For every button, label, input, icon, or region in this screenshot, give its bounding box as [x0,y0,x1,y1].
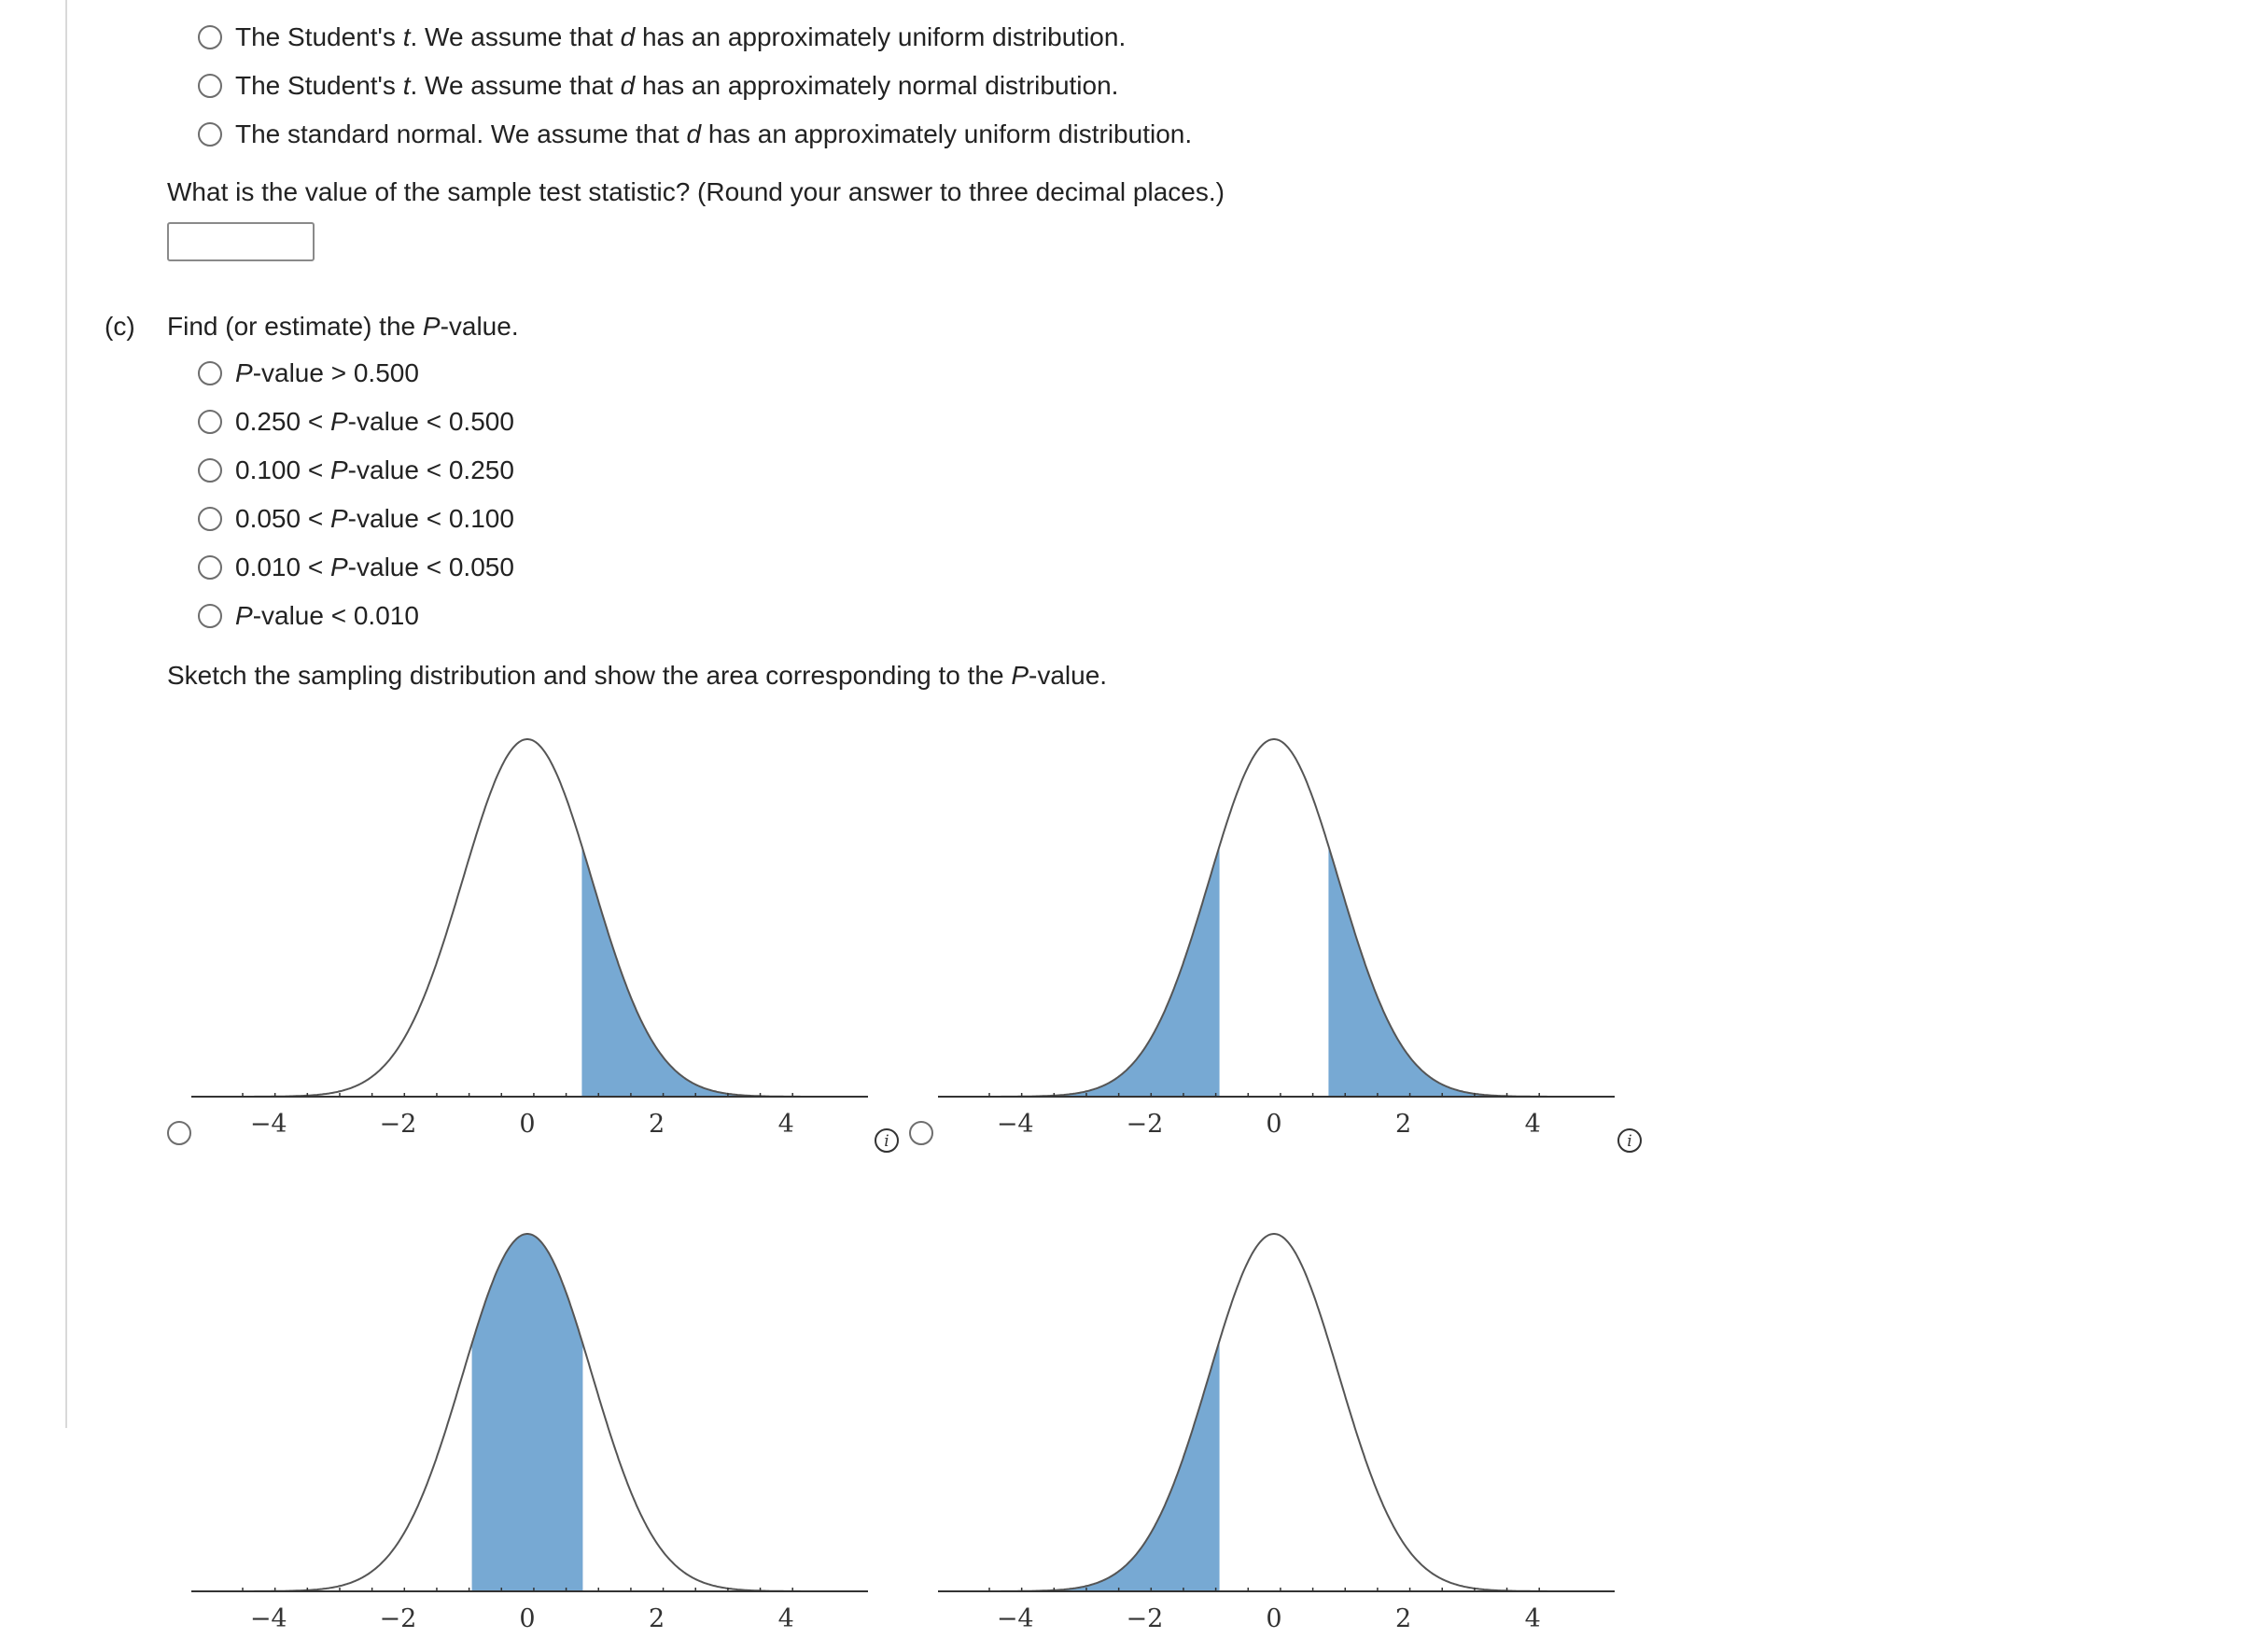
axis-tick-label: 0 [1266,1604,1282,1633]
shaded-area [989,847,1219,1097]
axis-tick-label: 4 [1524,1110,1541,1139]
option-z-uniform[interactable] [198,114,1192,155]
density-curve [252,739,802,1097]
p-option-1[interactable] [198,353,419,394]
content-left-border [65,0,67,1428]
p-value-question: Find (or estimate) the P-value. [167,312,519,341]
radio-button[interactable] [198,410,222,434]
test-statistic-input[interactable] [167,222,315,261]
info-icon[interactable] [1617,1127,1643,1154]
axis-tick-label: 4 [777,1604,794,1633]
shaded-area [582,847,812,1097]
radio-button[interactable] [198,361,222,385]
shaded-area [989,1342,1219,1591]
shaded-area [1329,847,1559,1097]
graph-radio-two-tail[interactable] [909,1121,933,1145]
graph-radio-right-tail[interactable] [167,1121,191,1145]
p-option-2[interactable] [198,401,514,442]
axis-tick-label: −2 [1126,1604,1164,1633]
axis-tick-label: 2 [649,1604,665,1633]
svg-text:i: i [1627,1132,1632,1151]
axis-tick-label: 4 [777,1110,794,1139]
axis-tick-label: −4 [249,1110,287,1139]
radio-button[interactable] [198,555,222,580]
test-statistic-question: What is the value of the sample test statistic? (Round your answer to three decimal places.) [167,177,1225,206]
radio-button[interactable] [198,74,222,98]
p-option-3[interactable] [198,450,514,491]
svg-text:i: i [884,1132,889,1151]
axis-tick-label: −2 [379,1604,417,1633]
option-label: 0.250 < P-value < 0.500 [235,407,514,436]
axis-tick-label: 4 [1524,1604,1541,1633]
axis-tick-label: −4 [996,1110,1034,1139]
graph-two-tail [938,728,1615,1157]
radio-button[interactable] [198,25,222,49]
axis-tick-label: −4 [996,1604,1034,1633]
p-option-5[interactable] [198,547,514,588]
axis-tick-label: 2 [1395,1604,1412,1633]
graph-right-tail [191,728,868,1157]
option-label: The Student's t. We assume that d has an approximately normal distribution. [235,71,1119,100]
graph-center [191,1223,868,1652]
shaded-area [472,1234,582,1591]
info-icon[interactable] [874,1127,900,1154]
radio-button[interactable] [198,122,222,147]
axis-tick-label: 2 [1395,1110,1412,1139]
axis-tick-label: −2 [379,1110,417,1139]
axis-tick-label: 0 [1266,1110,1282,1139]
option-label: The Student's t. We assume that d has an approximately uniform distribution. [235,22,1127,51]
density-curve [999,1234,1548,1591]
axis-tick-label: −2 [1126,1110,1164,1139]
axis-tick-label: −4 [249,1604,287,1633]
option-t-normal[interactable] [198,65,1118,106]
option-label: 0.050 < P-value < 0.100 [235,504,514,533]
axis-tick-label: 0 [519,1110,536,1139]
radio-button[interactable] [198,507,222,531]
option-label: The standard normal. We assume that d has an approximately uniform distribution. [235,119,1193,148]
option-t-uniform[interactable] [198,17,1126,58]
part-c-label: (c) [105,312,135,341]
sketch-instruction: Sketch the sampling distribution and show the area corresponding to the P-value. [167,661,1108,690]
density-curve [999,739,1548,1097]
option-label: 0.100 < P-value < 0.250 [235,455,514,484]
option-label: P-value > 0.500 [235,358,419,387]
axis-tick-label: 2 [649,1110,665,1139]
graph-left-tail [938,1223,1615,1652]
radio-button[interactable] [198,458,222,483]
axis-tick-label: 0 [519,1604,536,1633]
p-option-4[interactable] [198,498,514,539]
radio-button[interactable] [198,604,222,628]
option-label: 0.010 < P-value < 0.050 [235,553,514,581]
option-label: P-value < 0.010 [235,601,419,630]
p-option-6[interactable] [198,595,419,637]
